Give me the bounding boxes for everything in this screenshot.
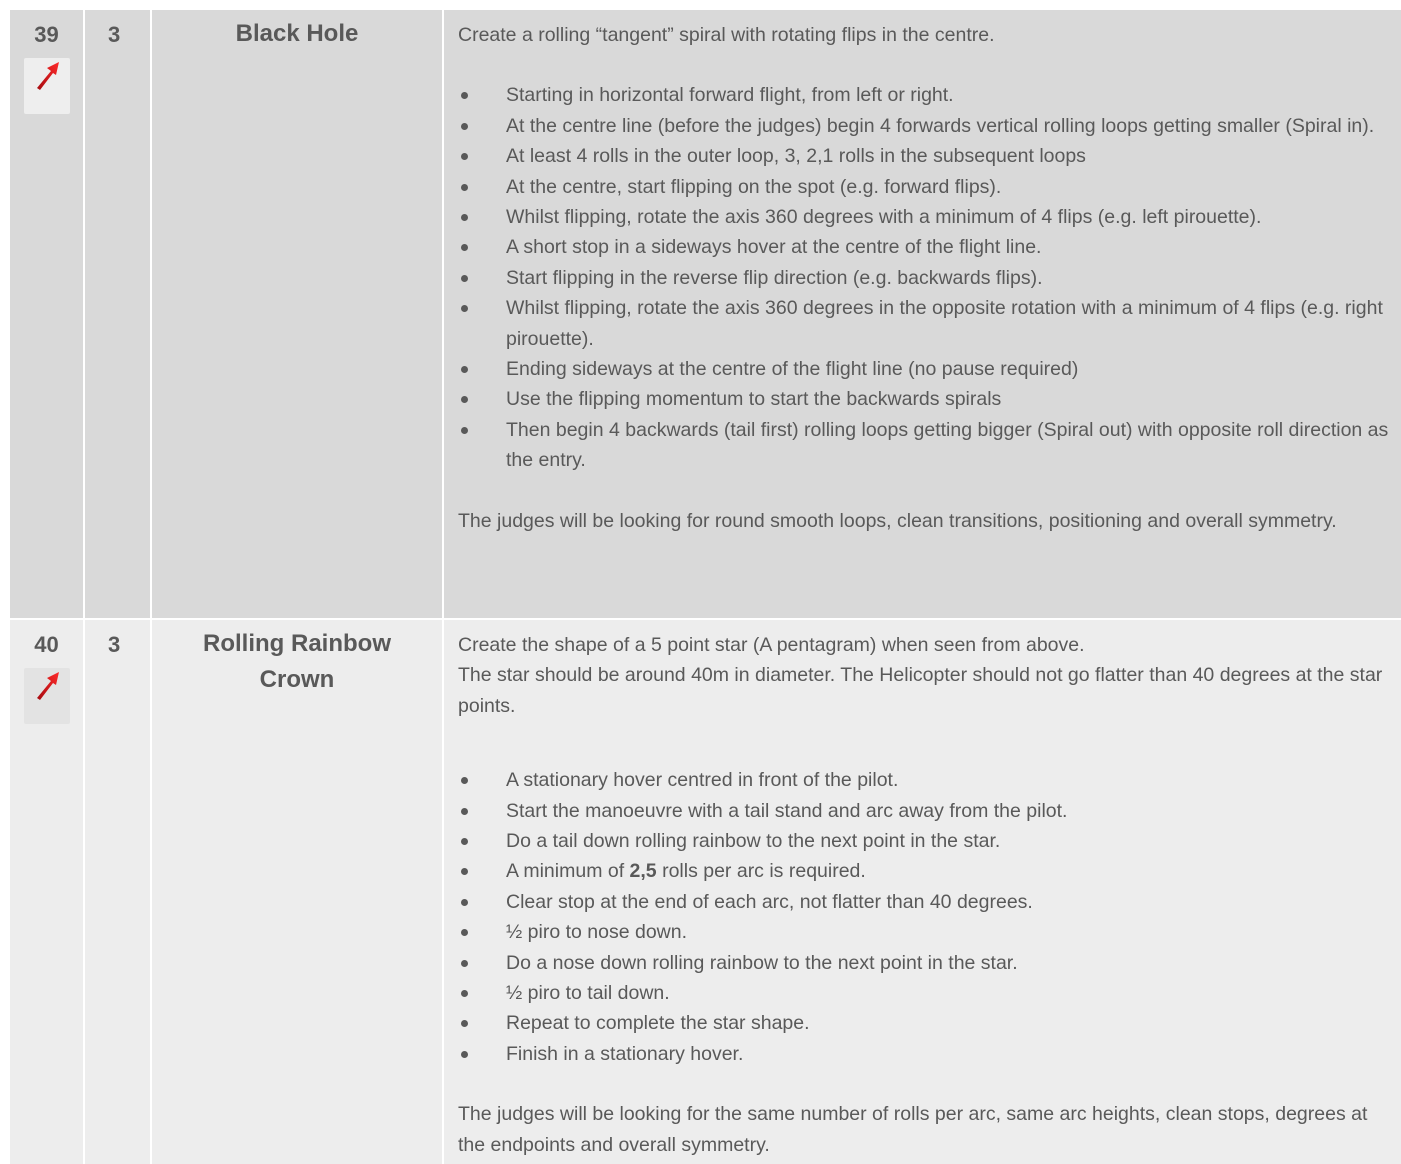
k-factor-cell xyxy=(84,619,151,1164)
step-emphasis: 2,5 xyxy=(629,860,657,883)
table-row xyxy=(10,619,1401,1164)
manoeuvre-document xyxy=(10,10,1401,1164)
judging-criteria: The judges will be looking for round smooth loops, clean transitions, positioning and overall symmetry. xyxy=(458,509,1337,532)
description-intro: Create the shape of a 5 point star (A pentagram) when seen from above. xyxy=(458,634,1085,656)
direction-arrow-icon xyxy=(24,668,70,724)
judging-criteria: The judges will be looking for the same number of rolls per arc, same arc heights, clean stops, degrees at the endpoints and overall symmetry. xyxy=(458,1103,1368,1156)
steps-list xyxy=(458,80,1393,475)
manoeuvre-number-cell xyxy=(10,10,84,619)
list-item: Repeat to complete the star shape. xyxy=(458,1008,1393,1038)
k-factor: 3 xyxy=(108,632,121,657)
manoeuvre-number: 40 xyxy=(34,632,59,657)
step-text: rolls per arc is required. xyxy=(656,860,866,883)
list-item: Do a nose down rolling rainbow to the next point in the star. xyxy=(458,948,1393,978)
list-item: Use the flipping momentum to start the backwards spirals xyxy=(458,384,1393,414)
manoeuvre-number-cell xyxy=(10,619,84,1164)
list-item: Finish in a stationary hover. xyxy=(458,1039,1393,1069)
manoeuvre-number: 39 xyxy=(34,22,59,47)
list-item: At least 4 rolls in the outer loop, 3, 2,1 rolls in the subsequent loops xyxy=(458,141,1393,171)
manoeuvre-description xyxy=(443,619,1401,1164)
list-item xyxy=(458,856,1393,886)
manoeuvre-name: Black Hole xyxy=(235,20,359,47)
list-item: Ending sideways at the centre of the flight line (no pause required) xyxy=(458,354,1393,384)
k-factor: 3 xyxy=(108,22,121,47)
list-item: A stationary hover centred in front of the pilot. xyxy=(458,765,1393,795)
manoeuvre-description xyxy=(443,10,1401,619)
list-item: At the centre, start flipping on the spot (e.g. forward flips). xyxy=(458,172,1393,202)
list-item: A short stop in a sideways hover at the centre of the flight line. xyxy=(458,232,1393,262)
manoeuvre-name: Rolling Rainbow Crown xyxy=(203,630,391,693)
manoeuvre-name-cell xyxy=(151,619,443,1164)
list-item: Start the manoeuvre with a tail stand and arc away from the pilot. xyxy=(458,796,1393,826)
list-item: Then begin 4 backwards (tail first) rolling loops getting bigger (Spiral out) with opposite roll direction as the entry. xyxy=(458,415,1393,476)
list-item: Clear stop at the end of each arc, not flatter than 40 degrees. xyxy=(458,887,1393,917)
list-item: ½ piro to tail down. xyxy=(458,978,1393,1008)
k-factor-cell xyxy=(84,10,151,619)
manoeuvre-name-cell xyxy=(151,10,443,619)
list-item: Whilst flipping, rotate the axis 360 degrees in the opposite rotation with a minimum of 4 flips (e.g. right pirouette). xyxy=(458,293,1393,354)
table-row xyxy=(10,10,1401,619)
step-text: A minimum of xyxy=(506,860,630,883)
manoeuvre-table xyxy=(10,10,1401,1164)
spacer xyxy=(458,721,1393,751)
description-intro: Create a rolling “tangent” spiral with rotating flips in the centre. xyxy=(458,24,995,46)
list-item: ½ piro to nose down. xyxy=(458,917,1393,947)
steps-list xyxy=(458,765,1393,1069)
list-item: Do a tail down rolling rainbow to the next point in the star. xyxy=(458,826,1393,856)
direction-arrow-icon xyxy=(24,58,70,114)
list-item: At the centre line (before the judges) begin 4 forwards vertical rolling loops getting smaller (Spiral in). xyxy=(458,111,1393,141)
list-item: Starting in horizontal forward flight, from left or right. xyxy=(458,80,1393,110)
description-intro-detail: The star should be around 40m in diameter. The Helicopter should not go flatter than 40 degrees at the star points. xyxy=(458,664,1383,717)
list-item: Start flipping in the reverse flip direction (e.g. backwards flips). xyxy=(458,263,1393,293)
list-item: Whilst flipping, rotate the axis 360 degrees with a minimum of 4 flips (e.g. left pirouette). xyxy=(458,202,1393,232)
